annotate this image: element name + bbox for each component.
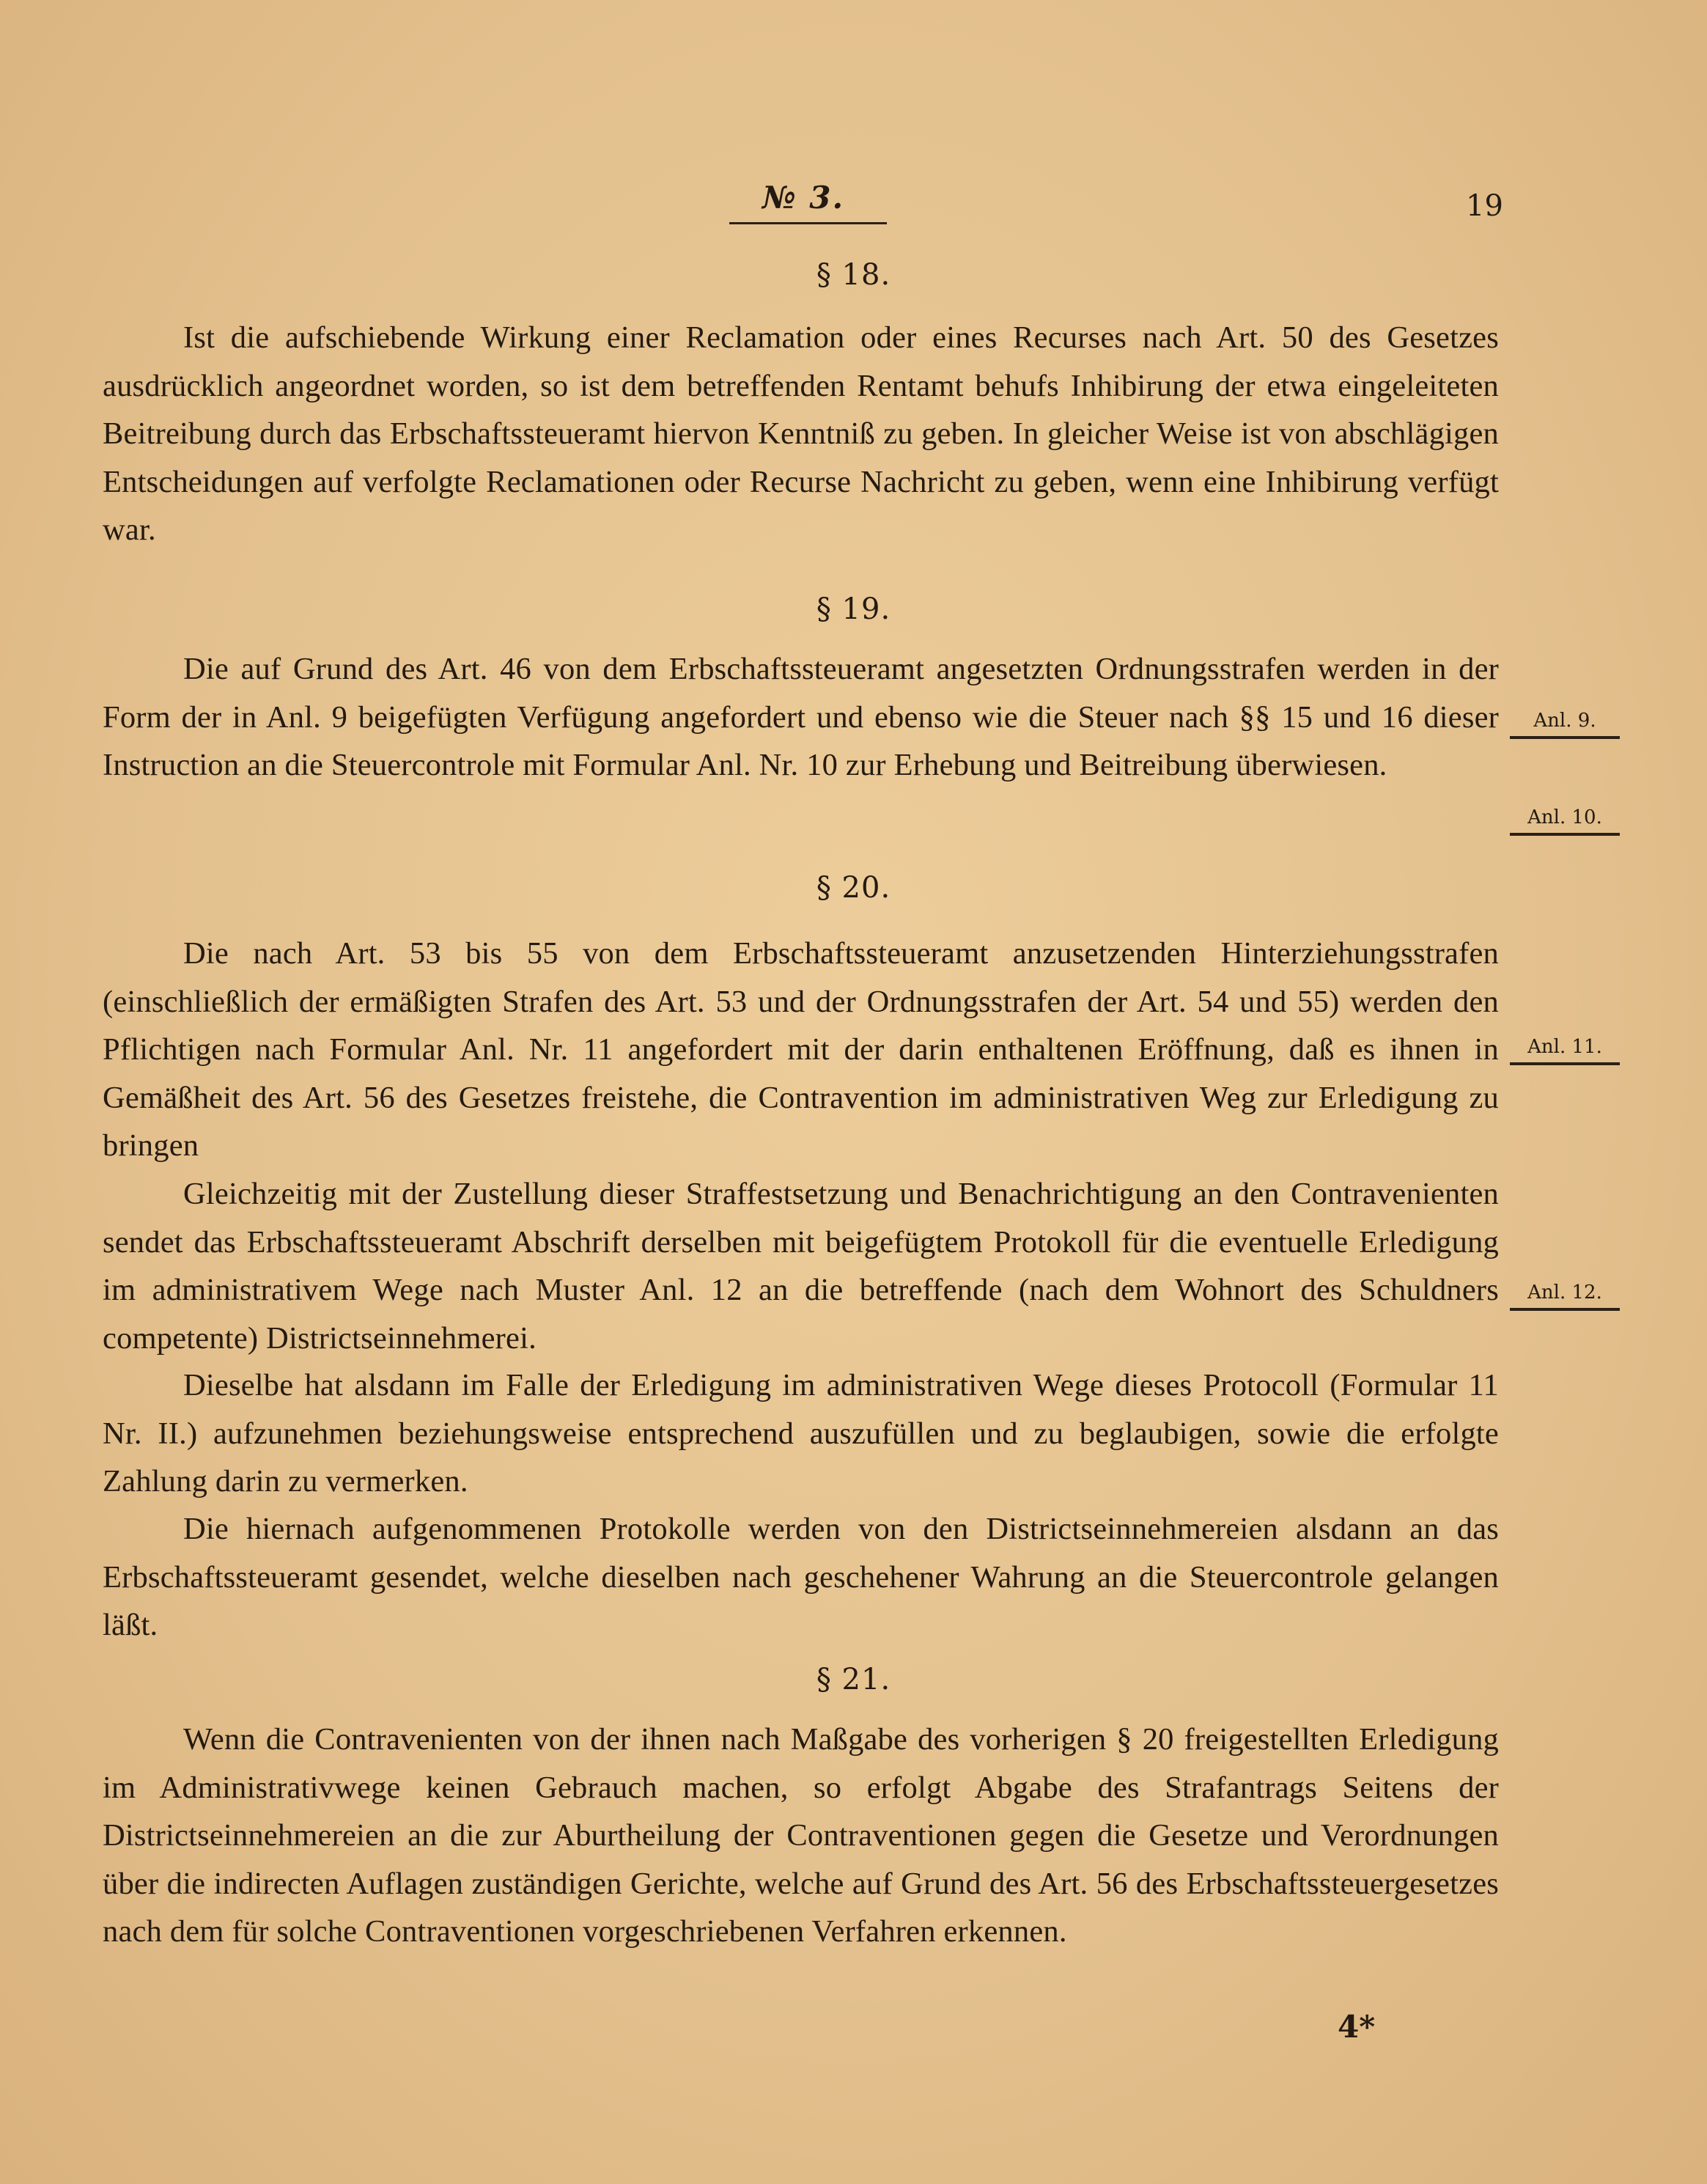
paragraph-20-2: Gleichzeitig mit der Zustellung dieser Straffestsetzung und Benachrichtigung an den Contravenienten sendet das Erbschaftssteueramt Abschrift derselben mit beigefügtem Protokoll für die eventuelle Erledigung im administrativem Wege nach Muster Anl. 12 an die betreffende (nach dem Wohnort des Schuldners competente) Districtseinnehmerei. — [103, 1177, 1499, 1356]
paragraph-19-1: Die auf Grund des Art. 46 von dem Erbschaftssteueramt angesetzten Ordnungsstrafen werden in der Form der in Anl. 9 beigefügten Verfügung angefordert und ebenso wie die Steuer nach §§ 15 und 16 dieser Instruction an die Steuercontrole mit Formular Anl. Nr. 10 zur Erhebung und Beitreibung überwiesen. — [103, 652, 1499, 782]
section-heading-19: § 19. — [816, 592, 891, 626]
paragraph-21-1: Wenn die Contravenienten von der ihnen nach Maßgabe des vorherigen § 20 freigestellten Erledigung im Administrativwege keinen Gebrauch machen, so erfolgt Abgabe des Strafantrags Seitens der Districtseinnehmereien an die zur Aburtheilung der Contraventionen gegen die Gesetze und Verordnungen über die indirecten Auflagen zuständigen Gerichte, welche auf Grund des Art. 56 des Erbschaftssteuergesetzes nach dem für solche Contraventionen vorgeschriebenen Verfahren erkennen. — [103, 1722, 1499, 1949]
paragraph-20-1: Die nach Art. 53 bis 55 von dem Erbschaftssteueramt anzusetzenden Hinterziehungsstrafen (einschließlich der ermäßigten Strafen des Art. 53 und der Ordnungsstrafen der Art. 54 und 55) werden den Pflichtigen nach Formular Anl. Nr. 11 angefordert mit der darin enthaltenen Eröffnung, daß es ihnen in Gemäßheit des Art. 56 des Gesetzes freistehe, die Contravention im administrativen Weg zur Erledigung zu bringen — [103, 936, 1499, 1163]
paragraph-18-1: Ist die aufschiebende Wirkung einer Reclamation oder eines Recurses nach Art. 50 des Gesetzes ausdrücklich angeordnet worden, so ist dem betreffenden Rentamt behufs Inhibirung der etwa eingeleiteten Beitreibung durch das Erbschaftssteueramt hiervon Kenntniß zu geben. In gleicher Weise ist von abschlägigen Entscheidungen auf verfolgte Reclamationen oder Recurse Nachricht zu geben, wenn eine Inhibirung verfügt war. — [103, 320, 1499, 547]
issue-number: № 3. — [762, 180, 845, 216]
margin-note-anl-11: Anl. 11. — [1510, 1036, 1620, 1065]
page-number: 19 — [1466, 189, 1503, 223]
section-heading-21: § 21. — [816, 1663, 891, 1696]
paragraph-20-3: Dieselbe hat alsdann im Falle der Erledigung im administrativen Wege dieses Protocoll (Formular 11 Nr. II.) aufzunehmen beziehungsweise entsprechend auszufüllen und zu beglaubigen, sowie die erfolgte Zahlung darin zu vermerken. — [103, 1368, 1499, 1499]
header-rule — [729, 222, 887, 224]
section-heading-20: § 20. — [816, 871, 891, 905]
paragraph-20-4: Die hiernach aufgenommenen Protokolle werden von den Districtseinnehmereien alsdann an das Erbschaftssteueramt gesendet, welche dieselben nach geschehener Wahrung an die Steuercontrole gelangen läßt. — [103, 1512, 1499, 1642]
signature-mark: 4* — [1338, 2009, 1376, 2045]
section-heading-18: § 18. — [816, 258, 891, 292]
margin-note-anl-12: Anl. 12. — [1510, 1282, 1620, 1311]
margin-note-anl-9: Anl. 9. — [1510, 710, 1620, 739]
margin-note-anl-10: Anl. 10. — [1510, 806, 1620, 836]
